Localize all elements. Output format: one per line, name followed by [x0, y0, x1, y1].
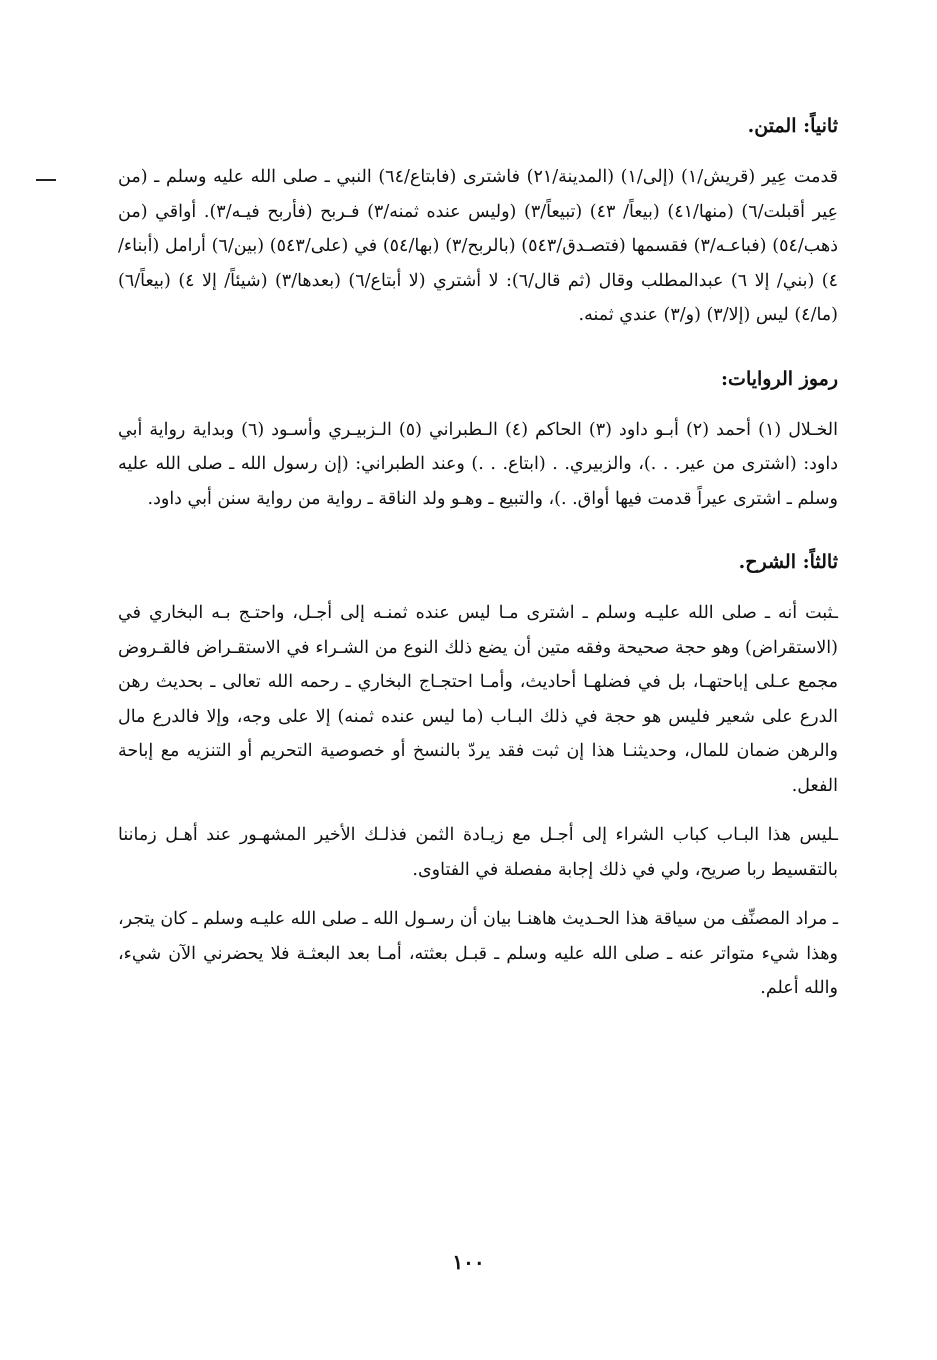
section-heading-narrations: رموز الروايات:: [721, 367, 838, 390]
page-number: ١٠٠: [452, 1250, 485, 1274]
narrations-paragraph: الخـلال (١) أحمد (٢) أبـو داود (٣) الحاكم (٤) الـطبراني (٥) الـزبيـري وأسـود (٦) وبداية رواية أبي داود: (اشترى من عير. . .)، والزبيري. . (ابتاع. . .) وعند الطبراني: (إن رسول الله ـ صلى الله عليه وسلم ـ اشترى عيراً قدمت فيها أواق. .)، والتبيع ـ وهـو ولد الناقة ـ رواية من رواية سنن أبي داود.: [118, 419, 838, 509]
matn-paragraph: قدمت عِير (قريش/١) (إلى/١) (المدينة/٢١) فاشترى (فابتاع/٦٤) النبي ـ صلى الله عليه وسلم ـ (من عِير أقبلت/٦) (منها/٤١) (بيعاً/ ٤٣) (تبيعاً/٣) (وليس عنده ثمنه/٣) فـربح (فأربح فيـه/٣). أواقي (من ذهب/٥٤) (فباعـه/٣) فقسمها (فتصـدق/٥٤٣) (بالربح/٣) (بها/٥٤) في (على/٥٤٣) (بين/٦) أرامل (أبناء/٤) (بني/ إلا ٦) عبدالمطلب وقال (ثم قال/٦): لا أشتري (لا أبتاع/٦) (بعدها/٣) (شيئاً/ إلا ٤) (بيعاً/٦) (ما/٤) ليس (إلا/٣) (و/٣) عندي ثمنه.: [118, 167, 839, 325]
text-column: [118, 106, 838, 1006]
section-heading-sharh: ثالثاً: الشرح.: [738, 551, 838, 573]
margin-dash-mark: [36, 179, 56, 181]
sharh-paragraph-3: ـ مراد المصنِّف من سياقة هذا الحـديث هاهنـا بيان أن رسـول الله ـ صلى الله عليـه وسلم ـ كان يتجر، وهذا شيء متواتر عنه ـ صلى الله عليه وسلم ـ قبـل بعثته، أمـا بعد البعثـة فلا يحضرني الآن شيء، والله أعلم.: [118, 909, 838, 998]
sharh-paragraph-2: ـليس هذا البـاب كباب الشراء إلى أجـل مع زيـادة الثمن فذلـك الأخير المشهـور عند أهـل زماننا بالتقسيط ربا صريح، ولي في ذلك إجابة مفصلة في الفتاوى.: [118, 825, 838, 880]
sharh-paragraph-1: ـثبت أنه ـ صلى الله عليـه وسلم ـ اشترى مـا ليس عنده ثمنـه إلى أجـل، واحتـج بـه البخاري في (الاستقراض) وهو حجة صحيحة وفقه متين أن يضع ذلك النوع من الشـراء في الاستقـراض فالقـروض مجمع عـلى إباحتهـا، بل في فضلهـا أحاديث، وأمـا احتجـاج البخاري ـ رحمه الله تعالى ـ بحديث رهن الدرع على شعير فليس هو حجة في ذلك البـاب (ما ليس عنده ثمنه) إلا على وجه، وإلا فالدرع مال والرهن ضمان للمال، وحديثنـا هذا إن ثبت فقد يردّ بالنسخ أو خصوصية التحريم أو التنزيه مع إباحة الفعل.: [118, 603, 838, 796]
section-heading-matn: ثانياً: المتن.: [747, 115, 838, 137]
